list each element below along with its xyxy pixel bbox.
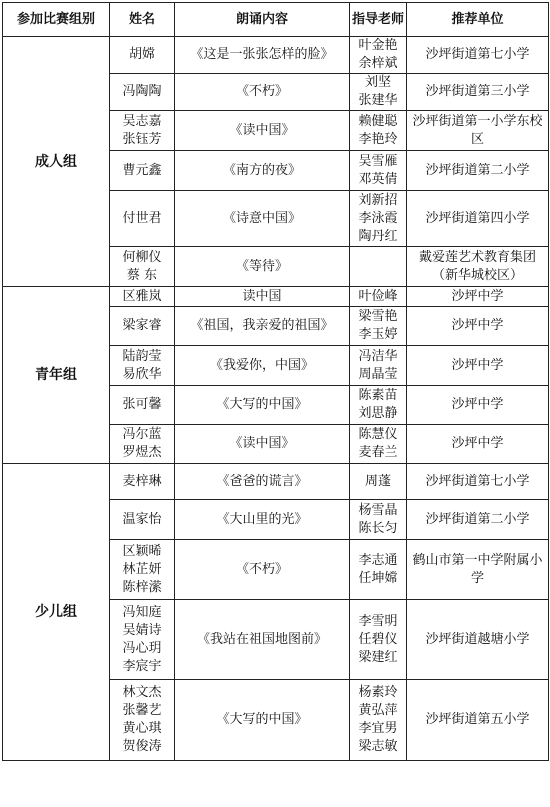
participant-names-line: 易欣华: [122, 366, 162, 382]
teacher-names-line: 周蓬: [364, 473, 391, 489]
recommending-unit: 沙坪街道第四小学: [407, 191, 549, 247]
teacher-names-line: 李玉婷: [358, 327, 398, 342]
recitation-content: 《爸爸的谎言》: [175, 464, 350, 500]
participant-names-line: 陆韵莹: [122, 348, 162, 364]
recitation-content: 《大写的中国》: [175, 386, 350, 425]
participant-names: [110, 307, 175, 346]
participant-names-line: 李宸宇: [122, 658, 162, 674]
recitation-content: 《等待》: [175, 247, 350, 287]
recommending-unit: 沙坪街道第五小学: [407, 680, 549, 761]
participant-names: [110, 37, 175, 74]
teacher-names-line: 任坤嫦: [358, 570, 398, 586]
group-label: 青年组: [3, 287, 110, 464]
header-teacher: 指导老师: [350, 3, 407, 37]
recommending-unit: 沙坪街道第三小学: [407, 74, 549, 111]
teacher-names: [350, 600, 407, 680]
teacher-names-line: 陈慧仪: [358, 427, 398, 442]
teacher-names-line: 梁建红: [358, 649, 398, 665]
teacher-names-line: 邓英倩: [358, 171, 398, 187]
teacher-names: [350, 346, 407, 386]
participant-names: [110, 540, 175, 600]
participant-names-line: 胡嫦: [128, 47, 155, 62]
teacher-names: [350, 386, 407, 425]
teacher-names-line: 梁雪艳: [358, 309, 398, 324]
teacher-names-line: 刘思静: [358, 406, 398, 421]
recommending-unit: 沙坪中学: [407, 307, 549, 346]
participant-names: [110, 287, 175, 307]
participant-names-line: 冯知庭: [122, 604, 162, 620]
header-row: [3, 3, 549, 37]
participant-names-line: 林芷妍: [122, 561, 162, 577]
recommending-unit: 鹤山市第一中学附属小学: [407, 540, 549, 600]
teacher-names-line: 李艳玲: [358, 131, 398, 147]
teacher-names: [350, 111, 407, 151]
teacher-names-line: 陈素苗: [358, 388, 398, 403]
teacher-names-line: 杨雪晶: [358, 502, 398, 518]
participant-names-line: 区雅岚: [122, 288, 162, 304]
recitation-content: 《祖国，我亲爱的祖国》: [175, 307, 350, 346]
participant-names-line: 张馨艺: [122, 703, 162, 718]
teacher-names: [350, 287, 407, 307]
header-group: 参加比赛组别: [3, 3, 110, 37]
group-label: 少儿组: [3, 464, 110, 761]
recitation-content: 《我爱你，中国》: [175, 346, 350, 386]
participant-names-line: 冯尔蓝: [122, 427, 162, 442]
participant-names-line: 付世君: [122, 210, 162, 226]
teacher-names-line: 梁志敏: [358, 739, 398, 754]
results-table: [2, 2, 549, 761]
teacher-names: [350, 74, 407, 111]
recommending-unit: 沙坪街道第七小学: [407, 37, 549, 74]
participant-names-line: 冯心玥: [122, 640, 162, 656]
teacher-names-line: 周晶莹: [358, 366, 398, 382]
header-name: 姓名: [110, 3, 175, 37]
teacher-names: [350, 191, 407, 247]
participant-names-line: 梁家睿: [122, 318, 162, 333]
teacher-names-line: 张建华: [358, 93, 398, 108]
participant-names: [110, 600, 175, 680]
participant-names: [110, 247, 175, 287]
recitation-content: 《诗意中国》: [175, 191, 350, 247]
participant-names: [110, 464, 175, 500]
teacher-names-line: 吴雪雁: [358, 153, 398, 169]
recommending-unit: 沙坪中学: [407, 386, 549, 425]
teacher-names: [350, 151, 407, 191]
recitation-content: 《不朽》: [175, 540, 350, 600]
participant-names-line: 林文杰: [122, 685, 162, 700]
participant-names-line: 罗煜杰: [122, 445, 162, 460]
teacher-names: [350, 247, 407, 287]
participant-names-line: 何柳仪: [122, 249, 162, 265]
recommending-unit: 戴爱莲艺术教育集团（新华城校区）: [407, 247, 549, 287]
participant-names: [110, 346, 175, 386]
recitation-content: 《南方的夜》: [175, 151, 350, 191]
participant-names: [110, 74, 175, 111]
participant-names: [110, 386, 175, 425]
participant-names-line: 吴婧诗: [122, 622, 162, 638]
participant-names-line: 温家怡: [122, 511, 162, 527]
participant-names-line: 麦梓琳: [122, 473, 162, 489]
participant-names: [110, 191, 175, 247]
teacher-names-line: 黄弘萍: [358, 703, 398, 718]
recommending-unit: 沙坪街道第一小学东校区: [407, 111, 549, 151]
participant-names: [110, 151, 175, 191]
teacher-names-line: 任碧仪: [358, 631, 398, 647]
recitation-content: 读中国: [175, 287, 350, 307]
teacher-names-line: 叶金艳: [358, 38, 398, 53]
teacher-names: [350, 500, 407, 540]
recommending-unit: 沙坪街道第七小学: [407, 464, 549, 500]
participant-names-line: 冯陶陶: [122, 84, 162, 99]
teacher-names-line: 刘坚: [364, 75, 391, 90]
recommending-unit: 沙坪街道第二小学: [407, 151, 549, 191]
participant-names-line: 张可馨: [122, 397, 162, 412]
teacher-names-line: 刘新招: [358, 192, 398, 208]
participant-names: [110, 111, 175, 151]
participant-names-line: 张钰芳: [122, 131, 162, 147]
participant-names: [110, 425, 175, 464]
teacher-names-line: 冯洁华: [358, 348, 398, 364]
header-content: 朗诵内容: [175, 3, 350, 37]
recommending-unit: 沙坪街道第二小学: [407, 500, 549, 540]
recitation-content: 《不朽》: [175, 74, 350, 111]
participant-names: [110, 680, 175, 761]
recitation-content: 《我站在祖国地图前》: [175, 600, 350, 680]
teacher-names: [350, 37, 407, 74]
recommending-unit: 沙坪中学: [407, 425, 549, 464]
recitation-content: 《读中国》: [175, 425, 350, 464]
participant-names-line: 吴志嘉: [122, 113, 162, 129]
teacher-names-line: 李志通: [358, 552, 398, 568]
teacher-names-line: 叶俭峰: [358, 288, 398, 304]
group-label: 成人组: [3, 37, 110, 287]
teacher-names: [350, 464, 407, 500]
recitation-content: 《读中国》: [175, 111, 350, 151]
table-row: [3, 37, 549, 74]
recommending-unit: 沙坪街道越塘小学: [407, 600, 549, 680]
teacher-names: [350, 425, 407, 464]
table-row: [3, 287, 549, 307]
teacher-names: [350, 540, 407, 600]
participant-names-line: 曹元鑫: [122, 162, 162, 178]
participant-names-line: 黄心琪: [122, 721, 162, 736]
recommending-unit: 沙坪中学: [407, 287, 549, 307]
teacher-names-line: 李泳霞: [358, 210, 398, 226]
participant-names-line: 蔡 东: [126, 267, 158, 283]
participant-names-line: 区颖晞: [122, 543, 162, 559]
teacher-names: [350, 680, 407, 761]
participant-names: [110, 500, 175, 540]
teacher-names-line: 麦春兰: [358, 445, 398, 460]
recitation-content: 《大山里的光》: [175, 500, 350, 540]
teacher-names-line: 杨素玲: [358, 685, 398, 700]
recitation-content: 《大写的中国》: [175, 680, 350, 761]
teacher-names-line: 赖健聪: [358, 113, 398, 129]
header-unit: 推荐单位: [407, 3, 549, 37]
participant-names-line: 贺俊涛: [122, 739, 162, 754]
table-row: [3, 464, 549, 500]
teacher-names-line: 余梓斌: [358, 56, 398, 71]
recommending-unit: 沙坪中学: [407, 346, 549, 386]
teacher-names-line: 李雪明: [358, 613, 398, 629]
teacher-names-line: 陈长匀: [358, 520, 398, 536]
table-body: [3, 37, 549, 761]
teacher-names: [350, 307, 407, 346]
teacher-names-line: 陶丹红: [358, 228, 398, 244]
teacher-names-line: 李宜男: [358, 721, 398, 736]
participant-names-line: 陈梓潆: [122, 579, 162, 595]
recitation-content: 《这是一张张怎样的脸》: [175, 37, 350, 74]
